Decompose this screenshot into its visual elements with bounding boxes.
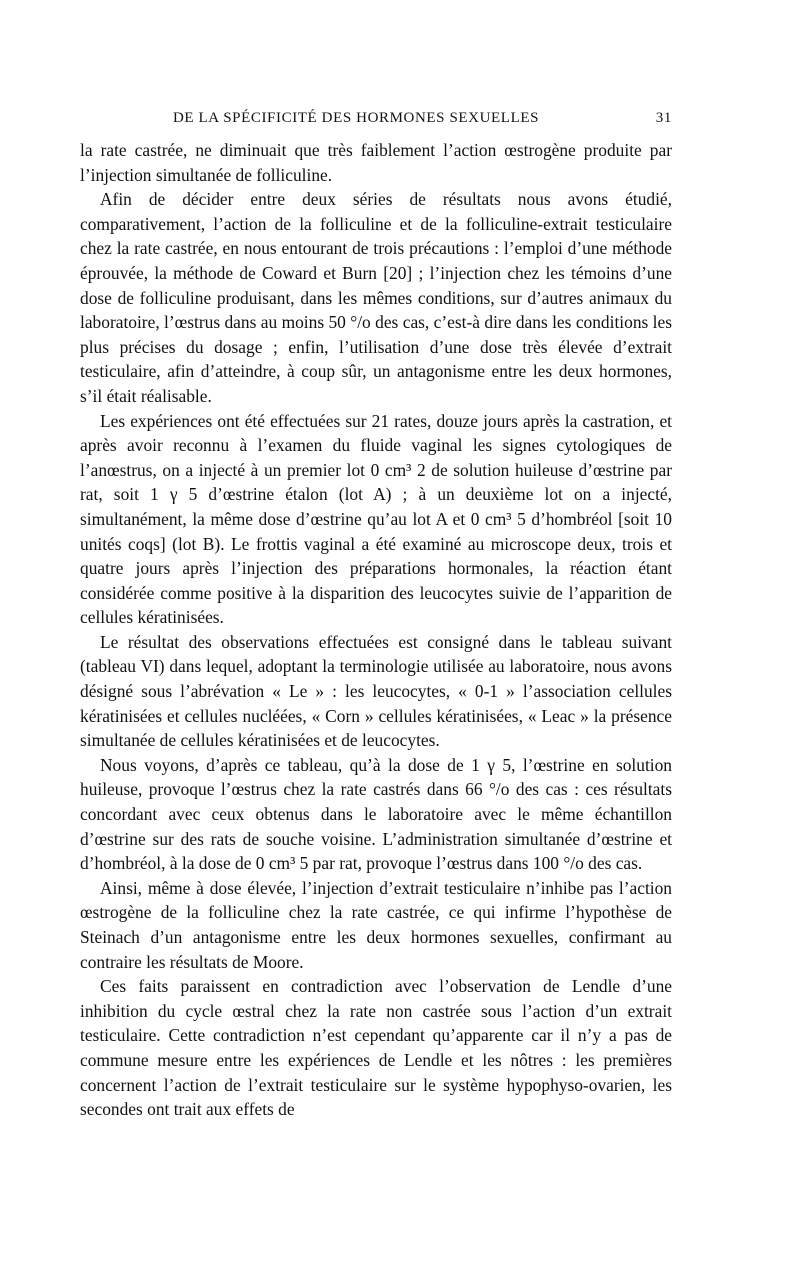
paragraph: Le résultat des observations effectuées est consigné dans le tableau suivant (tableau VI) dans lequel, adoptant la terminologie utilisée au laboratoire, nous avons désigné sous l’abrévation « Le » : les leucocytes, « 0-1 » l’association cellules kératinisées et cellules nucléées, « Corn » cellules kératinisées, « Leac » la présence simultanée de cellules kératinisées et de leucocytes.	[80, 631, 672, 751]
paragraph: Les expériences ont été effectuées sur 21 rates, douze jours après la castration, et après avoir reconnu à l’examen du fluide vaginal les signes cytologiques de l’anœstrus, on a injecté à un premier lot 0 cm³ 2 de solution huileuse d’œstrine par rat, soit 1 γ 5 d’œstrine étalon (lot A) ; à un deuxième lot on a injecté, simultanément, la même dose d’œstrine qu’au lot A et 0 cm³ 5 d’hombréol [soit 10 unités coqs] (lot B). Le frottis vaginal a été examiné au microscope deux, trois et quatre jours après l’injection des préparations hormonales, la réaction étant considérée comme positive à la disparition des leucocytes suivie de l’apparition de cellules kératinisées.	[80, 410, 672, 628]
paragraph: Afin de décider entre deux séries de résultats nous avons étudié, comparativement, l’action de la folliculine et de la folliculine-extrait testiculaire chez la rate castrée, en nous entourant de trois précautions : l’emploi d’une méthode éprouvée, la méthode de Coward et Burn [20] ; l’injection chez les témoins d’une dose de folliculine produisant, dans les mêmes conditions, sur d’autres animaux du laboratoire, l’œstrus dans au moins 50 °/o des cas, c’est-à dire dans les conditions les plus précises du dosage ; enfin, l’utilisation d’une dose très élevée d’extrait testiculaire, afin d’atteindre, à coup sûr, un antagonisme entre les deux hormones, s’il était réalisable.	[80, 189, 672, 406]
book-page	[80, 110, 672, 1122]
body-text	[80, 138, 672, 1122]
paragraph: Nous voyons, d’après ce tableau, qu’à la dose de 1 γ 5, l’œstrine en solution huileuse, provoque l’œstrus chez la rate castrés dans 66 °/o des cas : ces résultats concordant avec ceux obtenus dans le laboratoire avec le même échantillon d’œstrine sur des rats de souche voisine. L’administration simultanée d’œstrine et d’hombréol, à la dose de 0 cm³ 5 par rat, provoque l’œstrus dans 100 °/o des cas.	[80, 754, 672, 874]
running-title: DE LA SPÉCIFICITÉ DES HORMONES SEXUELLES	[172, 110, 540, 126]
paragraph: la rate castrée, ne diminuait que très faiblement l’action œstrogène produite par l’injection simultanée de folliculine.	[80, 140, 672, 185]
paragraph: Ces faits paraissent en contradiction avec l’observation de Lendle d’une inhibition du cycle œstral chez la rate non castrée sous l’action d’un extrait testiculaire. Cette contradiction n’est cependant qu’apparente car il n’y a pas de commune mesure entre les expériences de Lendle et les nôtres : les premières concernent l’action de l’extrait testiculaire sur le système hypophyso-ovarien, les secondes ont trait aux effets de	[80, 976, 672, 1120]
running-header	[80, 110, 672, 138]
paragraph: Ainsi, même à dose élevée, l’injection d’extrait testiculaire n’inhibe pas l’action œstrogène de la folliculine chez la rate castrée, ce qui infirme l’hypothèse de Steinach d’un antagonisme entre les deux hormones sexuelles, confirmant au contraire les résultats de Moore.	[80, 877, 672, 972]
page-number: 31	[655, 110, 672, 126]
